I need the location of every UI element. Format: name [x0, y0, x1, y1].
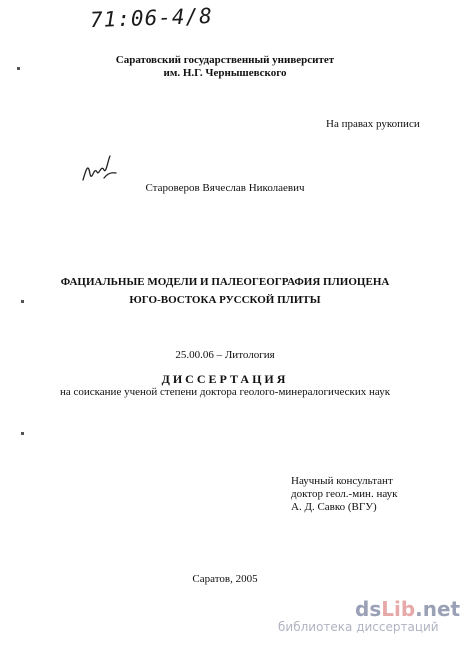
- city-year: Саратов, 2005: [192, 573, 258, 585]
- scan-mark: [17, 67, 20, 70]
- university-named-after: им. Н.Г. Чернышевского: [163, 67, 287, 79]
- author-name: Староверов Вячеслав Николаевич: [145, 182, 305, 194]
- specialty-code: 25.00.06 – Литология: [175, 349, 275, 361]
- consultant-role: Научный консультант: [291, 475, 393, 487]
- watermark-subtitle: библиотека диссертаций: [278, 620, 439, 634]
- watermark-logo: dsLib.net: [355, 597, 460, 621]
- dissertation-title-line1: ФАЦИАЛЬНЫЕ МОДЕЛИ И ПАЛЕОГЕОГРАФИЯ ПЛИОЦЕНА: [60, 276, 390, 288]
- university-name: Саратовский государственный университет: [115, 54, 335, 66]
- handwritten-archive-number: 71:06-4/8: [89, 3, 214, 33]
- consultant-name: А. Д. Савко (ВГУ): [291, 501, 377, 513]
- dissertation-heading: ДИССЕРТАЦИЯ: [161, 372, 289, 386]
- consultant-degree: доктор геол.-мин. наук: [291, 488, 398, 500]
- scan-mark: [21, 432, 24, 435]
- manuscript-note: На правах рукописи: [326, 118, 420, 130]
- dissertation-degree: на соискание ученой степени доктора геолого-минералогических наук: [59, 386, 391, 398]
- dissertation-title-line2: ЮГО-ВОСТОКА РУССКОЙ ПЛИТЫ: [129, 294, 321, 306]
